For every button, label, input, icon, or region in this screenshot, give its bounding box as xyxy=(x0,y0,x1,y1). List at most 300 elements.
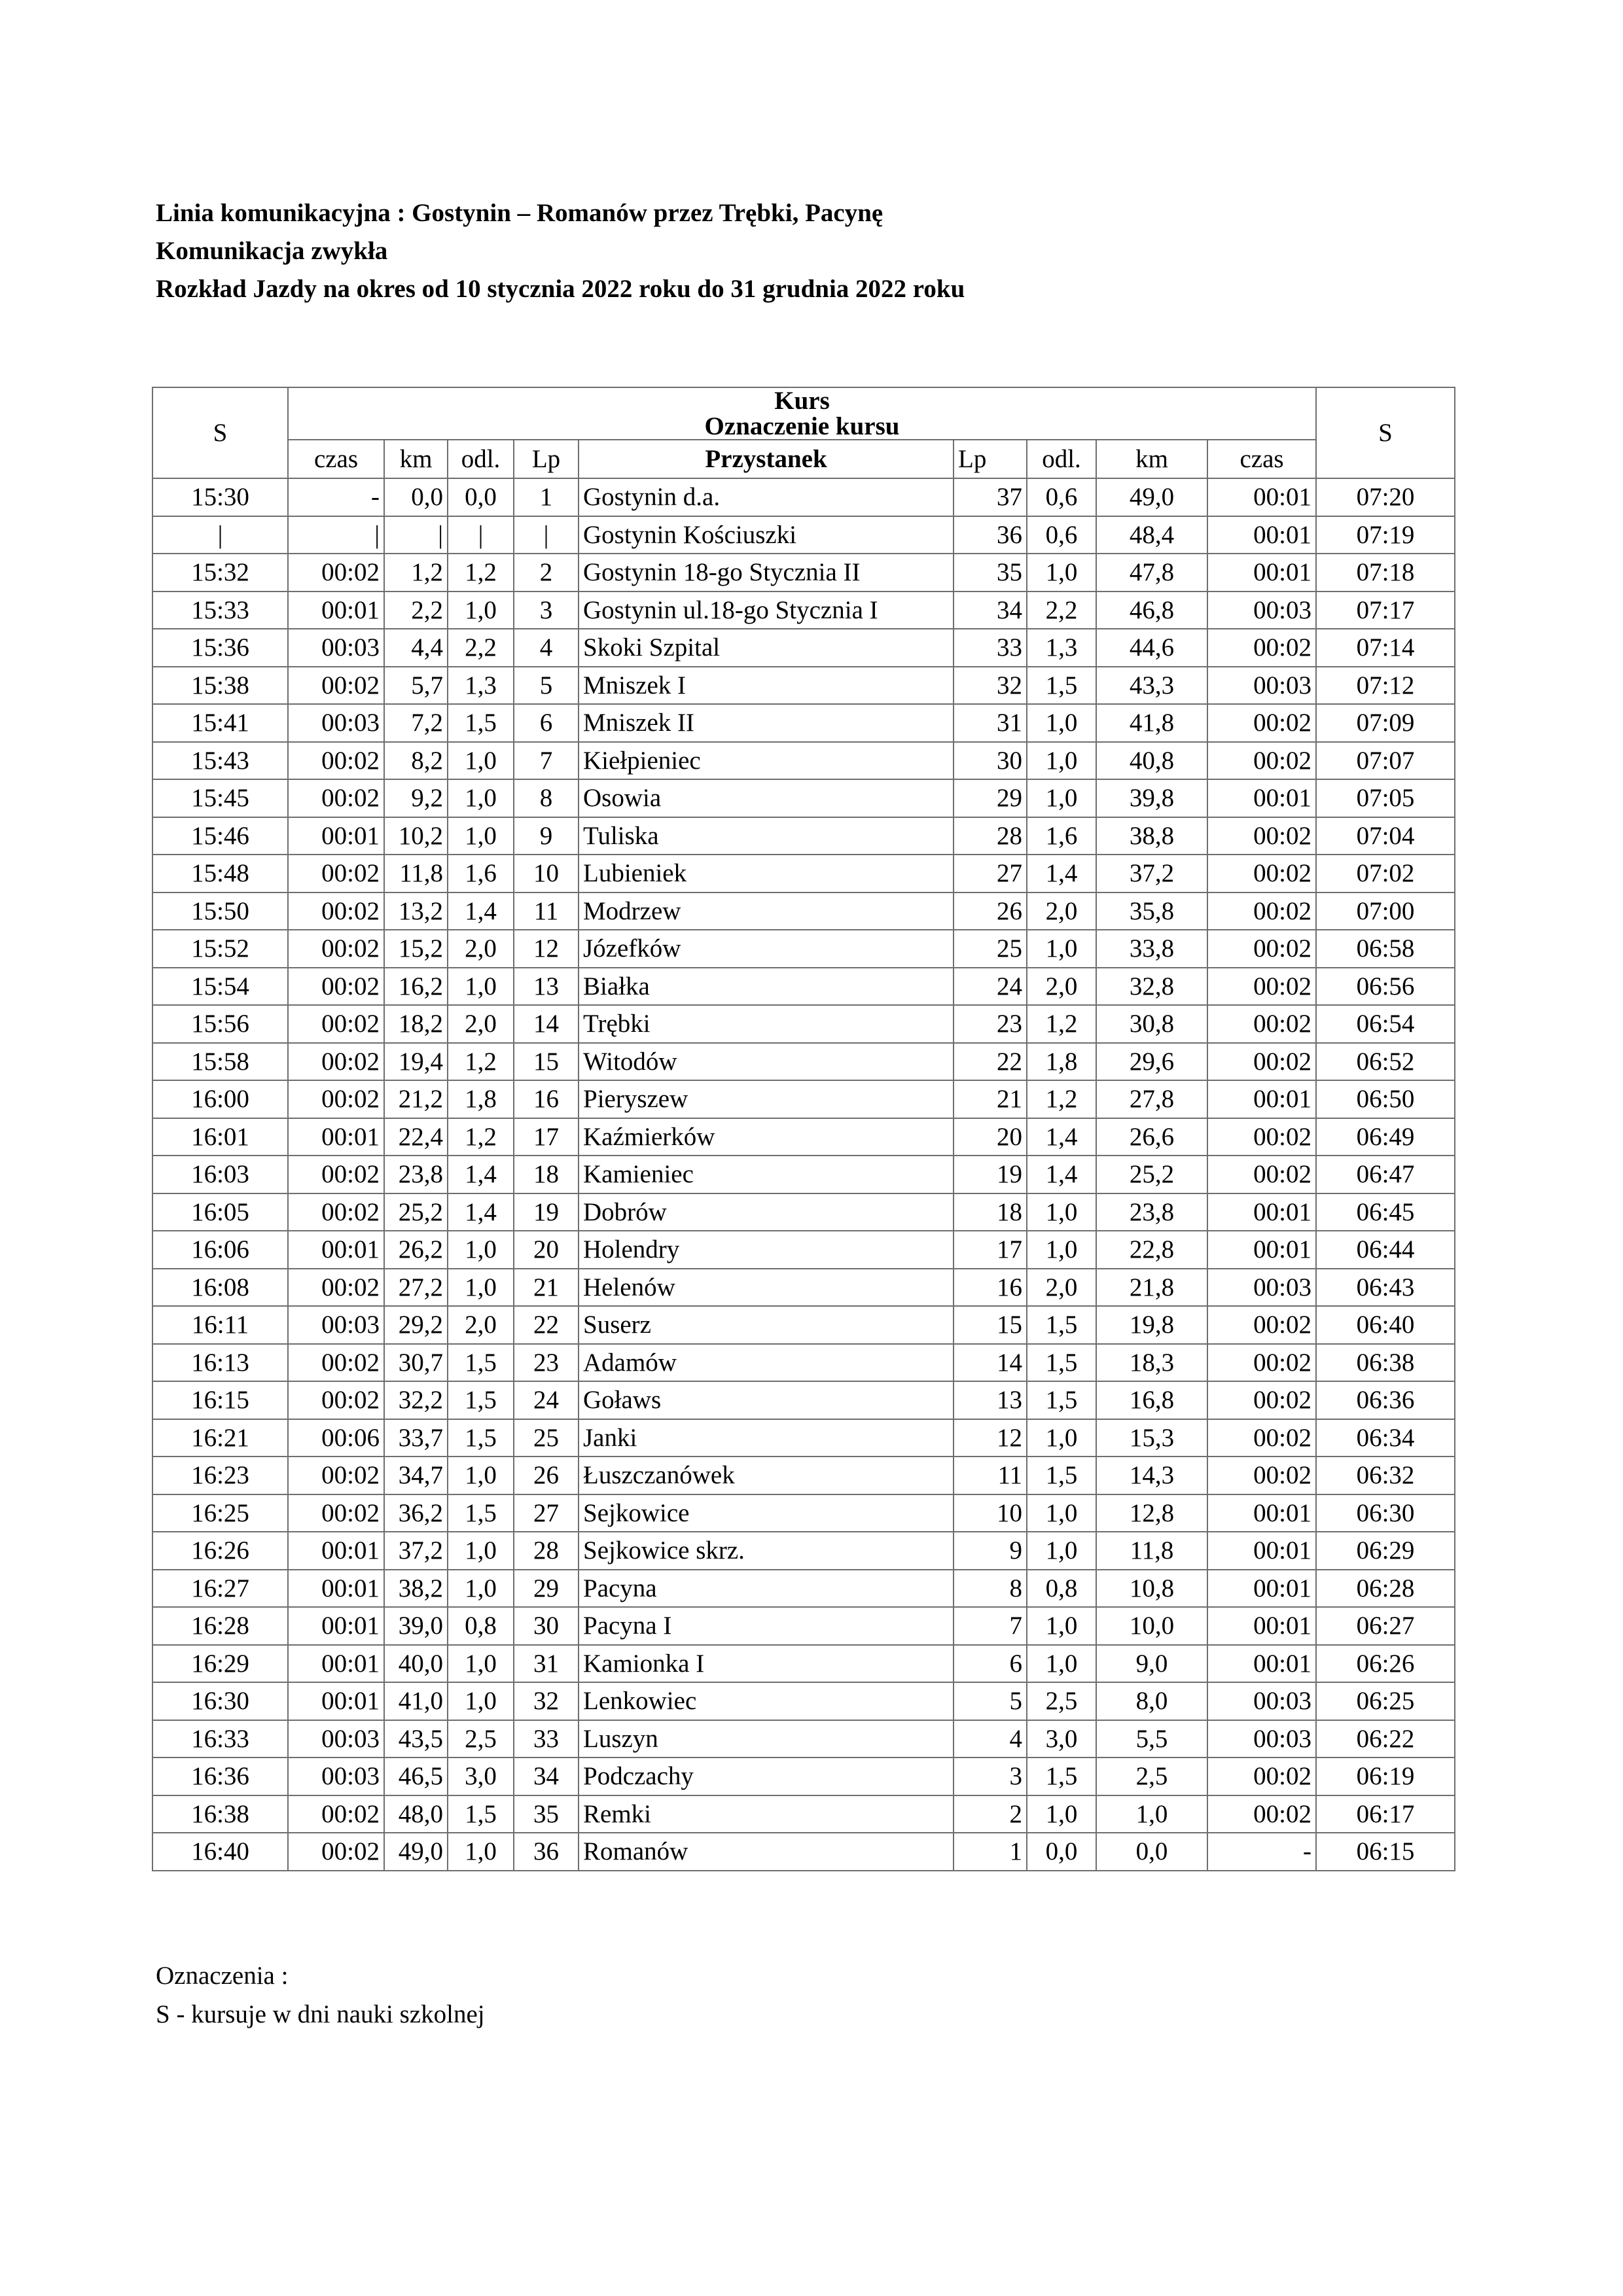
stop-number-forward: 1 xyxy=(514,478,579,516)
distance-forward: 1,2 xyxy=(448,554,514,592)
travel-time-return: 00:01 xyxy=(1207,1080,1316,1118)
distance-return: 2,0 xyxy=(1027,1269,1096,1307)
travel-time-forward: 00:02 xyxy=(288,930,384,968)
travel-time-return: 00:02 xyxy=(1207,1156,1316,1193)
stop-number-forward: 3 xyxy=(514,592,579,629)
travel-time-return: 00:02 xyxy=(1207,968,1316,1006)
km-forward: 34,7 xyxy=(384,1457,448,1494)
departure-time-forward: 15:43 xyxy=(152,742,288,780)
departure-time-return: 06:38 xyxy=(1316,1344,1455,1382)
km-return: 26,6 xyxy=(1096,1118,1207,1156)
departure-time-forward: 16:30 xyxy=(152,1682,288,1720)
distance-forward: 2,0 xyxy=(448,1306,514,1344)
table-row xyxy=(152,1419,1455,1457)
distance-return: 1,0 xyxy=(1027,1607,1096,1645)
km-forward: | xyxy=(384,516,448,554)
stop-number-return: 7 xyxy=(954,1607,1027,1645)
departure-time-forward: 16:23 xyxy=(152,1457,288,1494)
distance-return: 2,0 xyxy=(1027,968,1096,1006)
distance-return: 0,6 xyxy=(1027,516,1096,554)
distance-forward: 1,4 xyxy=(448,892,514,930)
legend xyxy=(156,1956,485,2034)
travel-time-return: 00:02 xyxy=(1207,1795,1316,1833)
departure-time-return: 06:44 xyxy=(1316,1231,1455,1269)
distance-forward: 1,4 xyxy=(448,1156,514,1193)
table-row xyxy=(152,1306,1455,1344)
km-return: 23,8 xyxy=(1096,1193,1207,1231)
km-forward: 13,2 xyxy=(384,892,448,930)
departure-time-forward: 16:06 xyxy=(152,1231,288,1269)
distance-return: 1,5 xyxy=(1027,1457,1096,1494)
departure-time-forward: 15:38 xyxy=(152,667,288,705)
distance-forward: 1,0 xyxy=(448,779,514,817)
km-return: 29,6 xyxy=(1096,1043,1207,1081)
km-return: 41,8 xyxy=(1096,704,1207,742)
km-forward: 1,2 xyxy=(384,554,448,592)
stop-name: Podczachy xyxy=(579,1757,954,1795)
departure-time-return: 07:09 xyxy=(1316,704,1455,742)
travel-time-forward: - xyxy=(288,478,384,516)
distance-return: 1,0 xyxy=(1027,704,1096,742)
table-row xyxy=(152,516,1455,554)
departure-time-return: 06:15 xyxy=(1316,1833,1455,1871)
table-row xyxy=(152,1080,1455,1118)
departure-time-return: 07:04 xyxy=(1316,817,1455,855)
departure-time-forward: 16:36 xyxy=(152,1757,288,1795)
stop-number-return: 28 xyxy=(954,817,1027,855)
departure-time-return: 07:02 xyxy=(1316,855,1455,892)
travel-time-forward: 00:02 xyxy=(288,968,384,1006)
departure-time-return: 06:19 xyxy=(1316,1757,1455,1795)
distance-return: 3,0 xyxy=(1027,1720,1096,1758)
departure-time-return: 07:17 xyxy=(1316,592,1455,629)
stop-number-return: 31 xyxy=(954,704,1027,742)
stop-name: Lenkowiec xyxy=(579,1682,954,1720)
stop-number-forward: 10 xyxy=(514,855,579,892)
stop-number-return: 29 xyxy=(954,779,1027,817)
table-row xyxy=(152,779,1455,817)
distance-return: 1,8 xyxy=(1027,1043,1096,1081)
distance-return: 1,0 xyxy=(1027,554,1096,592)
table-row xyxy=(152,1005,1455,1043)
km-return: 33,8 xyxy=(1096,930,1207,968)
travel-time-return: 00:02 xyxy=(1207,1118,1316,1156)
stop-name: Kiełpieniec xyxy=(579,742,954,780)
col-km-left: km xyxy=(384,440,448,478)
km-return: 40,8 xyxy=(1096,742,1207,780)
distance-return: 0,6 xyxy=(1027,478,1096,516)
legend-title: Oznaczenia : xyxy=(156,1962,289,1990)
departure-time-return: 06:58 xyxy=(1316,930,1455,968)
stop-number-return: 24 xyxy=(954,968,1027,1006)
travel-time-forward: 00:02 xyxy=(288,1043,384,1081)
table-row xyxy=(152,742,1455,780)
travel-time-return: 00:01 xyxy=(1207,516,1316,554)
timetable xyxy=(152,387,1455,1871)
stop-number-return: 33 xyxy=(954,629,1027,667)
km-return: 18,3 xyxy=(1096,1344,1207,1382)
departure-time-return: 07:07 xyxy=(1316,742,1455,780)
stop-number-return: 1 xyxy=(954,1833,1027,1871)
km-return: 25,2 xyxy=(1096,1156,1207,1193)
departure-time-forward: 15:52 xyxy=(152,930,288,968)
stop-number-return: 34 xyxy=(954,592,1027,629)
travel-time-return: 00:03 xyxy=(1207,1682,1316,1720)
table-row xyxy=(152,667,1455,705)
stop-number-forward: 23 xyxy=(514,1344,579,1382)
km-return: 5,5 xyxy=(1096,1720,1207,1758)
distance-return: 1,0 xyxy=(1027,779,1096,817)
stop-number-forward: 14 xyxy=(514,1005,579,1043)
table-row xyxy=(152,554,1455,592)
distance-forward: 1,5 xyxy=(448,704,514,742)
departure-time-return: 06:22 xyxy=(1316,1720,1455,1758)
km-forward: 49,0 xyxy=(384,1833,448,1871)
table-row xyxy=(152,1795,1455,1833)
km-forward: 2,2 xyxy=(384,592,448,629)
table-row xyxy=(152,1570,1455,1608)
distance-return: 1,0 xyxy=(1027,1193,1096,1231)
km-return: 8,0 xyxy=(1096,1682,1207,1720)
stop-number-forward: 30 xyxy=(514,1607,579,1645)
distance-return: 1,5 xyxy=(1027,1344,1096,1382)
stop-number-forward: 4 xyxy=(514,629,579,667)
stop-number-forward: 26 xyxy=(514,1457,579,1494)
travel-time-forward: 00:02 xyxy=(288,554,384,592)
km-return: 32,8 xyxy=(1096,968,1207,1006)
stop-number-forward: 35 xyxy=(514,1795,579,1833)
km-forward: 43,5 xyxy=(384,1720,448,1758)
table-row xyxy=(152,1682,1455,1720)
departure-time-forward: 16:11 xyxy=(152,1306,288,1344)
travel-time-return: 00:02 xyxy=(1207,742,1316,780)
travel-time-forward: 00:02 xyxy=(288,667,384,705)
stop-number-return: 27 xyxy=(954,855,1027,892)
travel-time-forward: | xyxy=(288,516,384,554)
stop-name: Lubieniek xyxy=(579,855,954,892)
distance-forward: 1,0 xyxy=(448,1269,514,1307)
distance-return: 1,0 xyxy=(1027,1231,1096,1269)
departure-time-forward: 16:13 xyxy=(152,1344,288,1382)
km-return: 10,8 xyxy=(1096,1570,1207,1608)
distance-forward: 2,5 xyxy=(448,1720,514,1758)
departure-time-forward: 16:15 xyxy=(152,1381,288,1419)
course-mark-right: S xyxy=(1316,387,1455,478)
stop-number-forward: 7 xyxy=(514,742,579,780)
travel-time-forward: 00:01 xyxy=(288,1607,384,1645)
table-row xyxy=(152,1645,1455,1683)
table-row xyxy=(152,1720,1455,1758)
departure-time-return: 07:05 xyxy=(1316,779,1455,817)
table-row xyxy=(152,1344,1455,1382)
km-forward: 33,7 xyxy=(384,1419,448,1457)
travel-time-return: 00:02 xyxy=(1207,1419,1316,1457)
stop-name: Adamów xyxy=(579,1344,954,1382)
stop-name: Mniszek I xyxy=(579,667,954,705)
travel-time-forward: 00:03 xyxy=(288,629,384,667)
departure-time-return: 06:50 xyxy=(1316,1080,1455,1118)
travel-time-forward: 00:01 xyxy=(288,1118,384,1156)
distance-forward: 1,0 xyxy=(448,1532,514,1570)
departure-time-forward: 15:41 xyxy=(152,704,288,742)
departure-time-return: 06:52 xyxy=(1316,1043,1455,1081)
travel-time-return: 00:01 xyxy=(1207,779,1316,817)
stop-number-return: 25 xyxy=(954,930,1027,968)
km-forward: 18,2 xyxy=(384,1005,448,1043)
km-return: 19,8 xyxy=(1096,1306,1207,1344)
stop-number-return: 12 xyxy=(954,1419,1027,1457)
km-forward: 48,0 xyxy=(384,1795,448,1833)
distance-forward: 1,0 xyxy=(448,1457,514,1494)
departure-time-return: 06:17 xyxy=(1316,1795,1455,1833)
stop-name: Helenów xyxy=(579,1269,954,1307)
km-forward: 38,2 xyxy=(384,1570,448,1608)
stop-name: Józefków xyxy=(579,930,954,968)
stop-number-return: 22 xyxy=(954,1043,1027,1081)
departure-time-forward: 16:26 xyxy=(152,1532,288,1570)
departure-time-forward: 16:38 xyxy=(152,1795,288,1833)
distance-forward: 1,6 xyxy=(448,855,514,892)
distance-return: 1,5 xyxy=(1027,1306,1096,1344)
distance-return: 2,5 xyxy=(1027,1682,1096,1720)
distance-forward: 1,0 xyxy=(448,1231,514,1269)
table-row xyxy=(152,892,1455,930)
travel-time-forward: 00:01 xyxy=(288,1645,384,1683)
course-designation-label: Oznaczenie kursu xyxy=(704,412,900,440)
stop-number-return: 26 xyxy=(954,892,1027,930)
departure-time-forward: 15:58 xyxy=(152,1043,288,1081)
km-forward: 16,2 xyxy=(384,968,448,1006)
table-row xyxy=(152,1494,1455,1532)
stop-number-forward: 27 xyxy=(514,1494,579,1532)
km-return: 43,3 xyxy=(1096,667,1207,705)
km-forward: 8,2 xyxy=(384,742,448,780)
departure-time-return: 06:28 xyxy=(1316,1570,1455,1608)
travel-time-return: 00:01 xyxy=(1207,1231,1316,1269)
km-forward: 29,2 xyxy=(384,1306,448,1344)
departure-time-return: 06:36 xyxy=(1316,1381,1455,1419)
stop-number-forward: 20 xyxy=(514,1231,579,1269)
stop-name: Luszyn xyxy=(579,1720,954,1758)
travel-time-return: 00:03 xyxy=(1207,592,1316,629)
travel-time-forward: 00:02 xyxy=(288,892,384,930)
km-return: 12,8 xyxy=(1096,1494,1207,1532)
km-return: 1,0 xyxy=(1096,1795,1207,1833)
km-forward: 26,2 xyxy=(384,1231,448,1269)
stop-number-return: 13 xyxy=(954,1381,1027,1419)
distance-return: 1,5 xyxy=(1027,667,1096,705)
table-row xyxy=(152,1156,1455,1193)
stop-number-forward: 22 xyxy=(514,1306,579,1344)
departure-time-return: 06:25 xyxy=(1316,1682,1455,1720)
departure-time-forward: 15:32 xyxy=(152,554,288,592)
km-forward: 0,0 xyxy=(384,478,448,516)
departure-time-forward: 15:30 xyxy=(152,478,288,516)
document-header xyxy=(156,194,965,308)
km-forward: 40,0 xyxy=(384,1645,448,1683)
km-forward: 4,4 xyxy=(384,629,448,667)
km-return: 30,8 xyxy=(1096,1005,1207,1043)
travel-time-return: 00:01 xyxy=(1207,1645,1316,1683)
stop-number-return: 20 xyxy=(954,1118,1027,1156)
km-forward: 7,2 xyxy=(384,704,448,742)
travel-time-return: 00:01 xyxy=(1207,1570,1316,1608)
travel-time-return: 00:03 xyxy=(1207,1269,1316,1307)
travel-time-forward: 00:06 xyxy=(288,1419,384,1457)
course-title-cell xyxy=(288,387,1316,440)
travel-time-return: 00:01 xyxy=(1207,1494,1316,1532)
table-row xyxy=(152,592,1455,629)
km-forward: 46,5 xyxy=(384,1757,448,1795)
stop-number-forward: 17 xyxy=(514,1118,579,1156)
stop-name: Gostynin d.a. xyxy=(579,478,954,516)
departure-time-forward: 16:28 xyxy=(152,1607,288,1645)
table-row xyxy=(152,1833,1455,1871)
departure-time-return: 06:49 xyxy=(1316,1118,1455,1156)
col-odl-right: odl. xyxy=(1027,440,1096,478)
stop-name: Dobrów xyxy=(579,1193,954,1231)
km-return: 2,5 xyxy=(1096,1757,1207,1795)
travel-time-return: 00:01 xyxy=(1207,1193,1316,1231)
stop-name: Pieryszew xyxy=(579,1080,954,1118)
distance-return: 1,0 xyxy=(1027,1645,1096,1683)
distance-forward: 1,0 xyxy=(448,592,514,629)
travel-time-forward: 00:02 xyxy=(288,779,384,817)
stop-number-return: 3 xyxy=(954,1757,1027,1795)
travel-time-return: 00:02 xyxy=(1207,704,1316,742)
stop-number-return: 30 xyxy=(954,742,1027,780)
km-forward: 30,7 xyxy=(384,1344,448,1382)
departure-time-forward: 15:36 xyxy=(152,629,288,667)
distance-return: 1,2 xyxy=(1027,1005,1096,1043)
distance-forward: 2,0 xyxy=(448,930,514,968)
stop-number-return: 37 xyxy=(954,478,1027,516)
travel-time-forward: 00:01 xyxy=(288,1682,384,1720)
course-mark-left: S xyxy=(152,387,288,478)
departure-time-return: 06:34 xyxy=(1316,1419,1455,1457)
travel-time-return: 00:03 xyxy=(1207,667,1316,705)
stop-number-return: 14 xyxy=(954,1344,1027,1382)
travel-time-return: 00:02 xyxy=(1207,930,1316,968)
km-forward: 15,2 xyxy=(384,930,448,968)
stop-number-forward: 11 xyxy=(514,892,579,930)
stop-number-forward: 36 xyxy=(514,1833,579,1871)
travel-time-return: 00:02 xyxy=(1207,1457,1316,1494)
col-przystanek: Przystanek xyxy=(579,440,954,478)
stop-name: Sejkowice xyxy=(579,1494,954,1532)
col-lp-right: Lp xyxy=(954,440,1027,478)
stop-name: Modrzew xyxy=(579,892,954,930)
travel-time-forward: 00:02 xyxy=(288,1344,384,1382)
stop-name: Gostynin Kościuszki xyxy=(579,516,954,554)
stop-name: Gostynin 18-go Stycznia II xyxy=(579,554,954,592)
travel-time-forward: 00:02 xyxy=(288,1080,384,1118)
distance-forward: 1,0 xyxy=(448,817,514,855)
distance-forward: 1,2 xyxy=(448,1118,514,1156)
stop-number-forward: 29 xyxy=(514,1570,579,1608)
distance-forward: 0,8 xyxy=(448,1607,514,1645)
distance-return: 0,0 xyxy=(1027,1833,1096,1871)
travel-time-forward: 00:02 xyxy=(288,1193,384,1231)
distance-return: 1,4 xyxy=(1027,1156,1096,1193)
departure-time-return: 07:19 xyxy=(1316,516,1455,554)
distance-forward: 2,0 xyxy=(448,1005,514,1043)
stop-name: Holendry xyxy=(579,1231,954,1269)
distance-return: 0,8 xyxy=(1027,1570,1096,1608)
travel-time-forward: 00:01 xyxy=(288,1570,384,1608)
stop-number-return: 5 xyxy=(954,1682,1027,1720)
table-row xyxy=(152,1231,1455,1269)
stop-number-forward: 32 xyxy=(514,1682,579,1720)
distance-forward: 1,5 xyxy=(448,1344,514,1382)
km-return: 10,0 xyxy=(1096,1607,1207,1645)
distance-return: 1,5 xyxy=(1027,1757,1096,1795)
departure-time-return: 07:00 xyxy=(1316,892,1455,930)
travel-time-forward: 00:02 xyxy=(288,1795,384,1833)
distance-return: 1,0 xyxy=(1027,1494,1096,1532)
travel-time-forward: 00:01 xyxy=(288,1231,384,1269)
stop-number-forward: 33 xyxy=(514,1720,579,1758)
stop-number-forward: 28 xyxy=(514,1532,579,1570)
departure-time-forward: 16:40 xyxy=(152,1833,288,1871)
stop-number-return: 16 xyxy=(954,1269,1027,1307)
departure-time-return: 07:14 xyxy=(1316,629,1455,667)
stop-number-return: 4 xyxy=(954,1720,1027,1758)
stop-name: Kamionka I xyxy=(579,1645,954,1683)
distance-forward: 1,5 xyxy=(448,1381,514,1419)
stop-number-return: 11 xyxy=(954,1457,1027,1494)
distance-return: 1,2 xyxy=(1027,1080,1096,1118)
stop-name: Witodów xyxy=(579,1043,954,1081)
col-czas-right: czas xyxy=(1207,440,1316,478)
km-return: 38,8 xyxy=(1096,817,1207,855)
course-kurs-label: Kurs xyxy=(774,387,830,415)
km-return: 35,8 xyxy=(1096,892,1207,930)
distance-return: 1,0 xyxy=(1027,742,1096,780)
distance-return: 1,0 xyxy=(1027,930,1096,968)
departure-time-forward: 16:01 xyxy=(152,1118,288,1156)
stop-name: Gostynin ul.18-go Stycznia I xyxy=(579,592,954,629)
stop-name: Remki xyxy=(579,1795,954,1833)
departure-time-forward: 16:08 xyxy=(152,1269,288,1307)
stop-number-forward: 16 xyxy=(514,1080,579,1118)
stop-name: Trębki xyxy=(579,1005,954,1043)
stop-number-forward: 9 xyxy=(514,817,579,855)
departure-time-forward: 16:00 xyxy=(152,1080,288,1118)
distance-forward: 1,0 xyxy=(448,968,514,1006)
travel-time-return: - xyxy=(1207,1833,1316,1871)
timetable-body xyxy=(152,478,1455,1871)
distance-forward: | xyxy=(448,516,514,554)
departure-time-forward: 16:05 xyxy=(152,1193,288,1231)
km-return: 9,0 xyxy=(1096,1645,1207,1683)
travel-time-forward: 00:02 xyxy=(288,1156,384,1193)
travel-time-forward: 00:01 xyxy=(288,817,384,855)
travel-time-forward: 00:03 xyxy=(288,1306,384,1344)
table-row xyxy=(152,704,1455,742)
travel-time-forward: 00:02 xyxy=(288,742,384,780)
stop-name: Janki xyxy=(579,1419,954,1457)
distance-forward: 1,5 xyxy=(448,1795,514,1833)
stop-number-forward: 25 xyxy=(514,1419,579,1457)
stop-number-forward: 12 xyxy=(514,930,579,968)
km-forward: 32,2 xyxy=(384,1381,448,1419)
col-km-right: km xyxy=(1096,440,1207,478)
stop-name: Białka xyxy=(579,968,954,1006)
departure-time-return: 06:29 xyxy=(1316,1532,1455,1570)
travel-time-forward: 00:03 xyxy=(288,704,384,742)
km-return: 0,0 xyxy=(1096,1833,1207,1871)
